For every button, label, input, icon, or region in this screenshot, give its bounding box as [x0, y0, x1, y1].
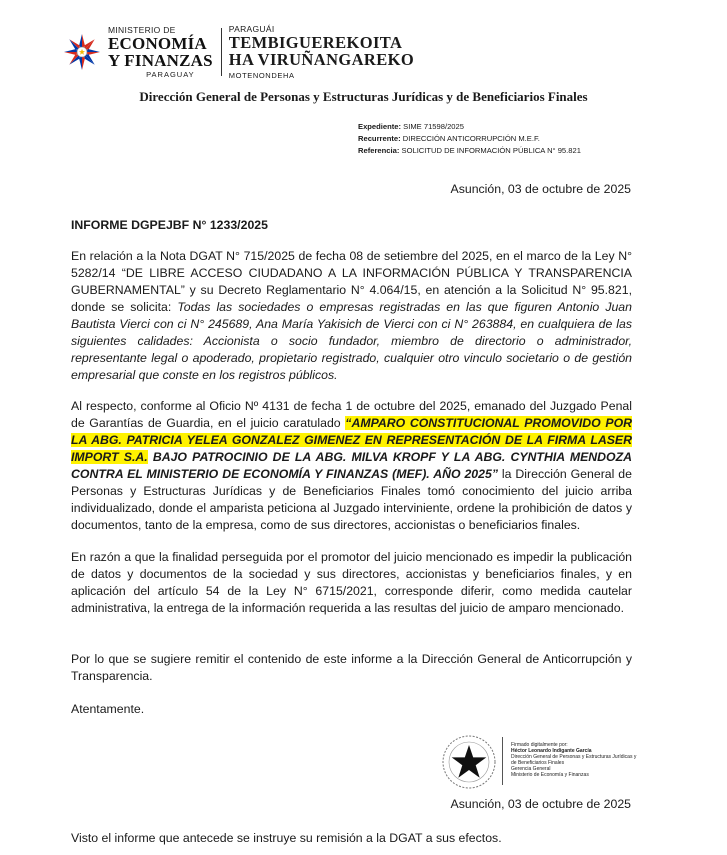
date-top: Asunción, 03 de octubre de 2025: [450, 182, 631, 196]
signature-divider: [502, 737, 503, 785]
paragraph-4: Por lo que se sugiere remitir el contenido de este informe a la Dirección General de Anticorrupción y Transparencia.: [71, 652, 632, 683]
ministry-name-block: [108, 26, 213, 79]
paragraph-2-case-title: BAJO PATROCINIO DE LA ABG. MILVA KROPF Y LA ABG. CYNTHIA MENDOZA CONTRA EL MINISTERIO DE ECONOMÍA Y FINANZAS (MEF). AÑO 2025”: [71, 450, 632, 481]
signature-text: [511, 742, 641, 778]
ref-expediente-value: SIME 71598/2025: [403, 122, 464, 131]
reference-block: [358, 121, 581, 157]
ministry-country: PARAGUAY: [146, 70, 195, 79]
ministry-line3: Y FINANZAS: [108, 51, 213, 70]
ref-referencia-label: Referencia:: [358, 146, 400, 155]
closing-salutation: Atentamente.: [71, 702, 145, 716]
paragraph-2-text-end: la Dirección General de Personas y Estructuras Jurídicas y de Beneficiarios Finales tomó conocimiento del juicio arriba individualizado, donde el amparista peticiona al Juzgado interviniente, ordene la prohibición de datos y documentos, tanto de la empresa, como de sus directores, accionistas o beneficiarios finales.: [71, 467, 632, 532]
ministry-seal-icon: [62, 32, 102, 72]
paragraph-2-text: Al respecto, conforme al Oficio Nº 4131 de fecha 1 de octubre del 2025, emanado del Juzgado Penal de Garantías de Guardia, en el juicio caratulado: [71, 399, 632, 430]
ministry-line1: MINISTERIO DE: [108, 24, 176, 35]
guarani-name-block: [229, 25, 414, 79]
letterhead: [62, 24, 414, 80]
digital-signature: [440, 733, 641, 791]
paragraph-3: En razón a que la finalidad perseguida por el promotor del juicio mencionado es impedir la publicación de datos y documentos de la sociedad y sus directores, accionistas y beneficiarios finales, y en aplicación del artículo 54 de la Ley N° 6715/2021, corresponde diferir, como medida cautelar administrativa, la entrega de la información requerida a las resultas del juicio de amparo mencionado.: [71, 550, 632, 615]
ref-expediente-label: Expediente:: [358, 122, 402, 131]
signature-seal-icon: [440, 733, 498, 791]
date-bottom: Asunción, 03 de octubre de 2025: [450, 797, 631, 811]
paragraph-1-text: En relación a la Nota DGAT N° 715/2025 de fecha 08 de setiembre del 2025, en el marco de la Ley N° 5282/14 “DE LIBRE ACCESO CIUDADANO A LA INFORMACIÓN PÚBLICA Y TRANSPARENCIA GUBERNAMENTAL” y su Decreto Reglamentario N° 4.064/15, en atención a la Solicitud N° 95.821, donde se solicita:: [71, 249, 632, 314]
signature-line5: Ministerio de Economía y Finanzas: [511, 772, 589, 778]
guarani-line3: HA VIRUÑANGAREKO: [228, 50, 415, 69]
paragraph-2-highlight: “AMPARO CONSTITUCIONAL PROMOVIDO POR LA ABG. PATRICIA YELEA GONZALEZ GIMENEZ EN REPRESENTACIÓN DE LA FIRMA LASER IMPORT S.A.: [71, 416, 633, 464]
ref-referencia: [358, 145, 581, 157]
direction-title: Dirección General de Personas y Estructuras Jurídicas y de Beneficiarios Finales: [139, 89, 588, 104]
ref-referencia-value: SOLICITUD DE INFORMACIÓN PÚBLICA N° 95.821: [401, 146, 581, 155]
informe-title: INFORME DGPEJBF N° 1233/2025: [71, 218, 268, 232]
paragraph-1-quote: Todas las sociedades o empresas registradas en las que figuren Antonio Juan Bautista Vierci con ci N° 245689, Ana María Yakisich de Vierci con ci N° 263884, en cualquiera de las siguientes calidades: Accionista o socio fundador, miembro de directorio o administrador, representante legal o apoderado, propietario registrado, cualquier otro vinculo societario o de gestión empresarial que conste en los registros públicos.: [71, 300, 632, 382]
paragraph-2: [71, 398, 632, 534]
guarani-line4: MOTENONDEHA: [228, 70, 295, 80]
signature-line1: Firmado digitalmente por:: [511, 742, 568, 748]
ref-recurrente-value: DIRECCIÓN ANTICORRUPCIÓN M.E.F.: [402, 134, 540, 143]
guarani-line1: PARAGUÁI: [228, 24, 275, 34]
header-divider: [221, 28, 222, 76]
ref-expediente: [358, 121, 581, 133]
guarani-line2: TEMBIGUEREKOITA: [228, 32, 403, 52]
signature-line4: Gerencia General: [511, 766, 551, 772]
ref-recurrente: [358, 133, 581, 145]
final-instruction: Visto el informe que antecede se instruye su remisión a la DGAT a sus efectos.: [71, 831, 502, 845]
signature-line3: Dirección General de Personas y Estructuras Jurídicas y de Beneficiarios Finales: [511, 754, 637, 766]
signature-line2: Héctor Leonardo Indigante García: [511, 748, 592, 754]
ministry-line2: ECONOMÍA: [108, 34, 207, 53]
paragraph-1: [71, 248, 632, 384]
ref-recurrente-label: Recurrente:: [358, 134, 401, 143]
